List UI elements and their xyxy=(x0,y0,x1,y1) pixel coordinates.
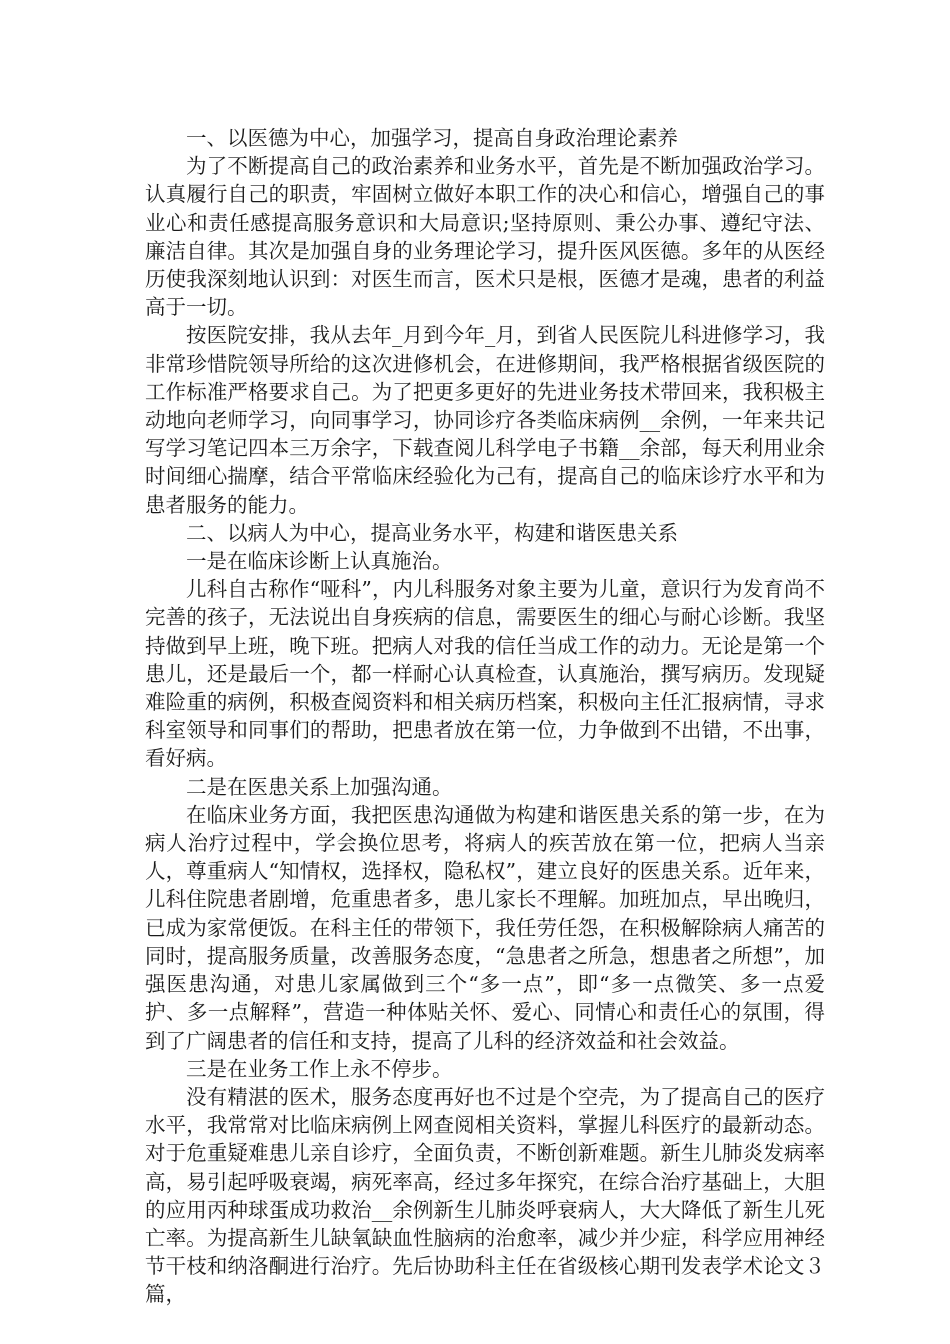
subheading-diagnosis: 一是在临床诊断上认真施治。 xyxy=(186,549,453,574)
paragraph-advanced-study: 按医院安排，我从去年_月到今年_月，到省人民医院儿科进修学习，我非常珍惜院领导所给的这次进修机会，在进修期间，我严格根据省级医院的工作标准严格要求自己。为了把更多更好的先进业务技术带回来，我积极主动地向老师学习，向同事学习，协同诊疗各类临床病例__余例，一年来共记写学习笔记四本三万余字，下载查阅儿科学电子书籍__余部，每天利用业余时间细心揣摩，结合平常临床经验化为己有，提高自己的临床诊疗水平和为患者服务的能力。 xyxy=(145,323,825,517)
paragraph-doctor-patient: 在临床业务方面，我把医患沟通做为构建和谐医患关系的第一步，在为病人治疗过程中，学会换位思考，将病人的疾苦放在第一位，把病人当亲人，尊重病人“知情权，选择权，隐私权”，建立良好的医患关系。近年来，儿科住院患者剧增，危重患者多，患儿家长不理解。加班加点，早出晚归，已成为家常便饭。在科主任的带领下，我任劳任怨，在积极解除病人痛苦的同时，提高服务质量，改善服务态度，“急患者之所急，想患者之所想”，加强医患沟通，对患儿家属做到三个“多一点”，即“多一点微笑、多一点爱护、多一点解释”，营造一种体贴关怀、爱心、同情心和责任心的氛围，得到了广阔患者的信任和支持，提高了儿科的经济效益和社会效益。 xyxy=(145,802,825,1053)
paragraph-political-study: 为了不断提高自己的政治素养和业务水平，首先是不断加强政治学习。认真履行自己的职责，牢固树立做好本职工作的决心和信心，增强自己的事业心和责任感提高服务意识和大局意识;坚持原则、秉公办事、遵纪守法、廉洁自律。其次是加强自身的业务理论学习，提升医风医德。多年的从医经历使我深刻地认识到：对医生而言，医术只是根，医德才是魂，患者的利益高于一切。 xyxy=(145,154,825,320)
paragraph-pediatrics: 儿科自古称作“哑科”，内儿科服务对象主要为儿童，意识行为发育尚不完善的孩子，无法说出自身疾病的信息，需要医生的细心与耐心诊断。我坚持做到早上班，晚下班。把病人对我的信任当成工作的动力。无论是第一个患儿，还是最后一个，都一样耐心认真检查，认真施治，撰写病历。发现疑难险重的病例，积极查阅资料和相关病历档案，积极向主任汇报病情，寻求科室领导和同事们的帮助，把患者放在第一位，力争做到不出错，不出事，看好病。 xyxy=(145,577,825,771)
subheading-communication: 二是在医患关系上加强沟通。 xyxy=(186,774,453,799)
document-body xyxy=(145,124,825,1309)
section-heading-2: 二、以病人为中心，提高业务水平，构建和谐医患关系 xyxy=(186,520,678,545)
subheading-professional-work: 三是在业务工作上永不停步。 xyxy=(186,1056,453,1081)
paragraph-medical-skill: 没有精湛的医术，服务态度再好也不过是个空壳，为了提高自己的医疗水平，我常常对比临床病例上网查阅相关资料，掌握儿科医疗的最新动态。对于危重疑难患儿亲自诊疗，全面负责，不断创新难题。新生儿肺炎发病率高，易引起呼吸衰竭，病死率高，经过多年探究，在综合治疗基础上，大胆的应用丙种球蛋成功救治__余例新生儿肺炎呼衰病人，大大降低了新生儿死亡率。为提高新生儿缺氧缺血性脑病的治愈率，减少并少症，科学应用神经节干枝和纳洛酮进行治疗。先后协助科主任在省级核心期刊发表学术论文３篇， xyxy=(145,1084,825,1307)
section-heading-1: 一、以医德为中心，加强学习，提高自身政治理论素养 xyxy=(186,126,678,150)
